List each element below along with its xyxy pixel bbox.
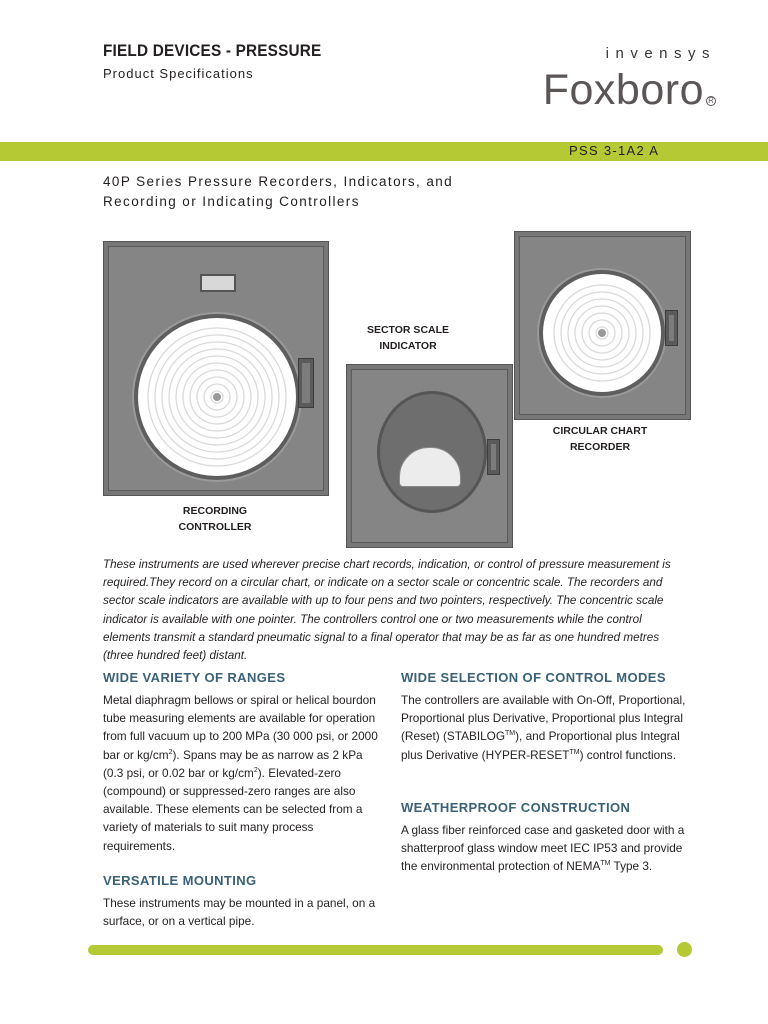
footer-dot-icon [677, 942, 692, 957]
intro-paragraph: These instruments are used wherever precise chart records, indication, or control of pressure measurement is required.They record on a circular chart, or indicate on a sector scale or concentric scale. The recorders and sector scale indicators are available with up to four pens and two pointers, respectively. The concentric scale indicator is available with one pointer. The controllers control one or two measurements while the control elements transmit a standard pneumatic signal to a final operator that may be as far as one hundred metres (three hundred feet) distant. [103, 558, 671, 663]
invensys-logo: invensys [605, 45, 716, 62]
control-modes-heading: WIDE SELECTION OF CONTROL MODES [401, 670, 666, 685]
foxboro-logo: Foxboro [542, 66, 704, 114]
controller-display-window [200, 274, 236, 292]
weatherproof-paragraph: A glass fiber reinforced case and gasketed door with a shatterproof glass window meet IEC IP53 and provide the environmental protection of NEMA™ Type 3. [401, 823, 685, 874]
recording-controller-image [103, 241, 329, 496]
door-latch-icon [487, 439, 500, 475]
document-number: PSS 3-1A2 A [569, 143, 660, 158]
registered-mark-icon: R [706, 96, 716, 106]
door-latch-icon [665, 310, 678, 346]
section-title: FIELD DEVICES - PRESSURE [103, 42, 322, 60]
mounting-heading: VERSATILE MOUNTING [103, 873, 257, 888]
circular-chart-dial [134, 314, 300, 480]
sector-scale-caption: SECTOR SCALE INDICATOR [366, 324, 450, 352]
recording-controller-caption: RECORDING CONTROLLER [178, 505, 252, 533]
document-title: 40P Series Pressure Recorders, Indicators, and Recording or Indicating Controllers [103, 174, 454, 209]
circular-chart-recorder-image [514, 231, 691, 420]
mounting-paragraph: These instruments may be mounted in a panel, on a surface, or on a vertical pipe. [103, 896, 376, 929]
footer-green-band [88, 945, 663, 955]
circular-chart-caption: CIRCULAR CHART RECORDER [552, 425, 648, 453]
door-latch-icon [298, 358, 314, 408]
circular-chart-dial [539, 270, 665, 396]
section-subtitle: Product Specifications [103, 66, 254, 81]
control-modes-paragraph: The controllers are available with On-Off, Proportional, Proportional plus Derivative, Proportional plus Integral (Reset) (STABILOG™), and Proportional plus Integral plus Derivative (HYPER-RESET™) control functions. [401, 693, 686, 762]
weatherproof-heading: WEATHERPROOF CONSTRUCTION [401, 800, 631, 815]
ranges-paragraph: Metal diaphragm bellows or spiral or helical bourdon tube measuring elements are available for operation from full vacuum up to 200 MPa (30 000 psi, or 2000 bar or $kg/cm^2$). Spans may be as narrow as 2 kPa (0.3 psi, or 0.02 bar or $kg/cm^2$). Elevated-zero (compound) or suppressed-zero ranges are also available. These elements can be selected from a variety of materials to suit many process requirements. [103, 693, 378, 853]
ranges-heading: WIDE VARIETY OF RANGES [103, 670, 286, 685]
sector-scale-indicator-image [346, 364, 513, 548]
